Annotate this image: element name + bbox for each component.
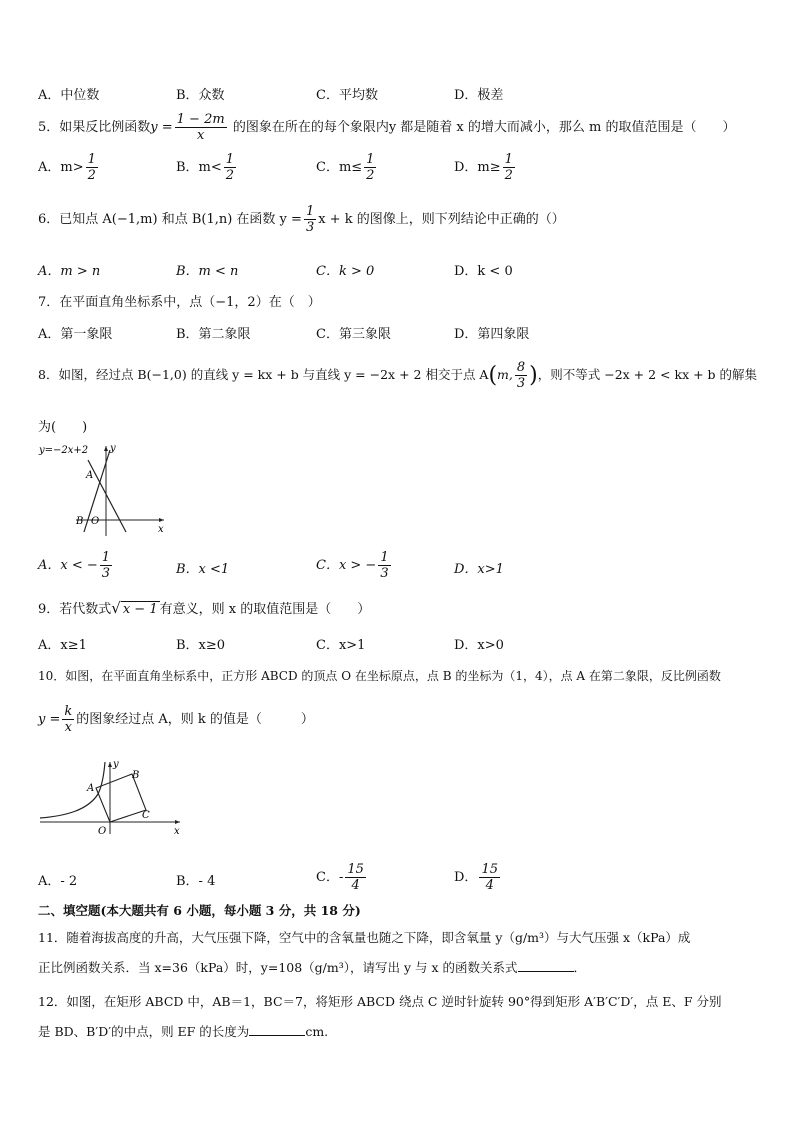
q9-stem: 9．若代数式√ x − 1 有意义，则 x 的取值范围是（ ） [38,599,371,617]
q10-y-arrow [108,762,112,767]
q5-option-a: A．m> $\frac{1}{2}$ [38,152,96,183]
q7-option-d: D．第四象限 [454,327,530,342]
q11-line-1: 11．随着海拔高度的升高，大气压强下降，空气中的含氧量也随之下降，即含氧量 y（g/m³）与大气压强 x（kPa）成 [38,930,691,945]
q7-stem: 7．在平面直角坐标系中，点（−1，2）在（ ） [38,295,321,310]
q10-option-d: D． $\frac{15}{4}$ [454,862,498,893]
q10-stem: 10．如图，在平面直角坐标系中，正方形 ABCD 的顶点 O 在坐标原点，点 B 的坐标为（1，4），点 A 在第二象限，反比例函数 [38,669,721,683]
q8-option-a: A．x < − $\frac{1}{3}$ [38,550,111,581]
q8-fig-eq: y=−2x+2 [39,445,89,456]
q10-option-b: B．- 4 [176,874,216,889]
q5-prefix: 5．如果反比例函数 [38,120,151,135]
q8-fig-o: O [91,516,100,527]
q8-x-arrow [159,518,164,522]
q5-frac-den: x [197,128,205,143]
q8-y-arrow [104,446,108,451]
q11-answer-blank[interactable] [518,959,574,972]
q12-line-1: 12．如图，在矩形 ABCD 中，AB＝1，BC＝7，将矩形 ABCD 绕点 C 逆时针旋转 90°得到矩形 A′B′C′D′，点 E、F 分别 [38,994,722,1009]
q8-fig-x: x [158,524,164,535]
q10-hyperbola [40,762,105,818]
q5-option-d: D．m≥ $\frac{1}{2}$ [454,152,513,183]
q8-option-c: C．x > − $\frac{1}{3}$ [316,550,389,581]
q6-option-c: C．k > 0 [316,264,375,279]
q5-stem [38,112,736,143]
q4-option-d: D．极差 [454,88,504,103]
q8-stem: 8．如图，经过点 B(−1,0) 的直线 y = kx + b 与直线 y = −2x + 2 相交于点 A(m, $\frac{8}{3}$ )，则不等式 −2x + 2 < kx + b 的解集 [38,360,758,391]
q5-fraction [175,112,227,143]
q12-line-2: 是 BD、B′D′的中点，则 EF 的长度为 cm. [38,1024,329,1039]
section-heading-fill-in: 二、填空题(本大题共有 6 小题，每小题 3 分，共 18 分) [38,903,361,918]
q6-suffix: x + k 的图像上，则下列结论中正确的（） [318,212,565,227]
q9-option-b: B．x≥0 [176,638,226,653]
q8-option-b: B．x <1 [176,562,230,577]
q10-figure [36,758,184,836]
q8-suffix: ，则不等式 −2x + 2 < kx + b 的解集 [537,367,758,382]
q8-fig-y: y [110,443,116,454]
q10-square [96,774,146,822]
q8-fig-b: B [76,516,84,527]
q5-y-eq: y = [150,120,173,135]
q10-fig-o: O [98,826,107,836]
q8-fig-a: A [86,470,94,481]
q10-option-a: A．- 2 [38,874,78,889]
q10-fig-c: C [142,810,150,821]
q11-line-2: 正比例函数关系．当 x=36（kPa）时，y=108（g/m³），请写出 y 与 x 的函数关系式 ． [38,960,587,975]
q9-option-d: D．x>0 [454,638,504,653]
q10-fig-x: x [174,826,180,836]
q6-fraction: $\frac{1}{3}$ [305,204,315,235]
q5-frac-num: 1 − 2m [176,112,225,127]
q10-stem-2: y = $\frac{k}{x}$ 的图象经过点 A，则 k 的值是（ ） [38,704,314,735]
q6-option-b: B．m < n [176,264,239,279]
q8-prefix: 8．如图，经过点 B(−1,0) 的直线 y = kx + b 与直线 y = −2x + 2 相交于点 A [38,367,489,382]
q5-option-c: C．m≤ $\frac{1}{2}$ [316,152,375,183]
q5-option-b: B．m< $\frac{1}{2}$ [176,152,235,183]
q8-option-d: D．x>1 [454,562,504,577]
q9-radical: x − 1 [122,602,158,617]
q6-option-d: D．k < 0 [454,264,513,279]
q4-option-c: C．平均数 [316,88,378,103]
q5-suffix: 的图象在所在的每个象限内y 都是随着 x 的增大而减小，那么 m 的取值范围是（ ） [228,120,736,135]
q10-x-arrow [175,820,180,824]
q8-stem-2: 为( ) [38,420,88,435]
q7-option-c: C．第三象限 [316,327,391,342]
q9-option-c: C．x>1 [316,638,366,653]
q10-fig-a: A [87,783,95,794]
q7-option-b: B．第二象限 [176,327,251,342]
q9-option-a: A．x≥1 [38,638,87,653]
q6-stem [38,204,565,235]
q8-figure [36,440,168,540]
q4-option-a: A．中位数 [38,88,100,103]
q10-option-c: C．- $\frac{15}{4}$ [316,862,364,893]
q4-option-b: B．众数 [176,88,225,103]
q7-option-a: A．第一象限 [38,327,113,342]
q10-fig-y: y [113,759,119,770]
q6-option-a: A．m > n [38,264,101,279]
q12-answer-blank[interactable] [249,1023,305,1036]
q6-prefix: 6．已知点 A(−1,m) 和点 B(1,n) 在函数 y = [38,212,302,227]
q10-fig-b: B [132,770,140,781]
